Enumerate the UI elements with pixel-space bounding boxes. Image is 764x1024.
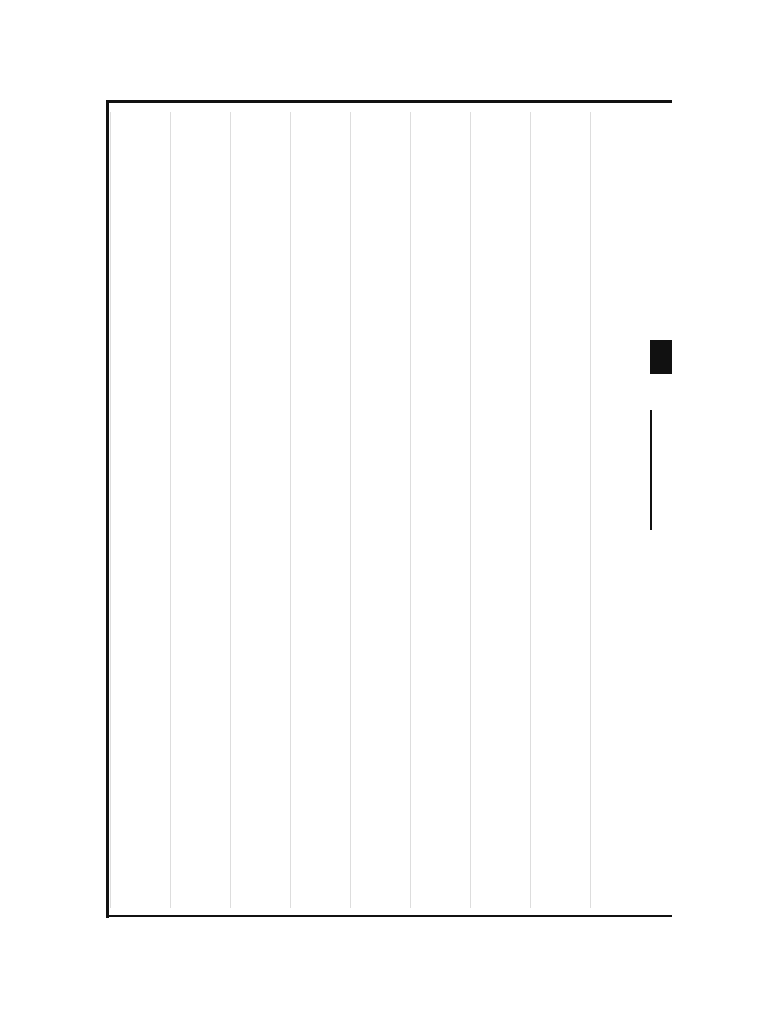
text-column-8	[530, 112, 577, 908]
page-frame-bottom	[106, 915, 672, 917]
page-edge-tab	[650, 340, 672, 374]
text-column-1	[110, 112, 157, 908]
text-column-3	[230, 112, 277, 908]
page-frame-top	[106, 100, 672, 103]
text-column-4	[290, 112, 337, 908]
text-column-2	[170, 112, 217, 908]
text-column-9	[590, 112, 637, 908]
text-column-7	[470, 112, 517, 908]
text-column-6	[410, 112, 457, 908]
page-frame-left	[106, 100, 109, 918]
text-column-5	[350, 112, 397, 908]
page-edge-mark	[650, 410, 670, 530]
